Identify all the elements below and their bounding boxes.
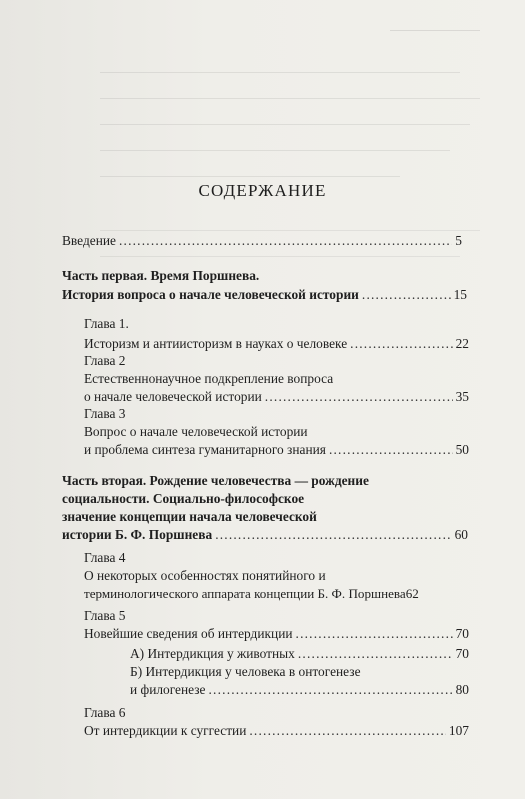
toc-page-number: 15 (453, 287, 467, 302)
toc-entry-introduction[interactable] (62, 231, 462, 251)
toc-entry-chapter-1-title[interactable] (84, 334, 469, 354)
toc-leader-dots (329, 440, 453, 460)
page-title: СОДЕРЖАНИЕ (198, 181, 327, 200)
toc-part-one-line-1: Часть первая. Время Поршнева. (62, 268, 260, 283)
toc-section-b-line-1: Б) Интердикция у человека в онтогенезе (130, 664, 361, 679)
toc-chapter-label: Глава 3 (84, 406, 126, 421)
toc-chapter-label: Глава 1. (84, 316, 129, 331)
toc-leader-dots (296, 624, 453, 644)
toc-leader-dots (362, 285, 451, 305)
toc-page-number: 107 (448, 723, 469, 738)
toc-entry-title: истории Б. Ф. Поршнева (62, 527, 213, 542)
toc-page-number: 62 (405, 586, 419, 601)
toc-leader-dots (119, 231, 452, 251)
toc-entry-title: Новейшие сведения об интердикции (84, 626, 293, 641)
toc-page-number: 35 (455, 389, 469, 404)
toc-entry-chapter-5[interactable] (84, 624, 469, 644)
toc-entry-section-b[interactable] (130, 680, 469, 700)
toc-page-number: 50 (455, 442, 469, 457)
toc-entry-title: Введение (62, 233, 116, 248)
toc-part-two-line-2: социальности. Социально-философское (62, 491, 305, 506)
toc-chapter-3-line-1: Вопрос о начале человеческой истории (84, 424, 308, 439)
toc-chapter-4-line-1: О некоторых особенностях понятийного и (84, 568, 326, 583)
toc-entry-part-two[interactable] (62, 525, 468, 545)
toc-chapter-label: Глава 2 (84, 353, 126, 368)
toc-chapter-label: Глава 4 (84, 550, 126, 565)
toc-entry-chapter-4[interactable] (84, 584, 484, 604)
toc-page-number: 5 (455, 233, 462, 248)
toc-page-number: 70 (455, 626, 469, 641)
toc-entry-title: Историзм и антиисторизм в науках о человеке (84, 336, 348, 351)
toc-leader-dots (265, 387, 453, 407)
toc-entry-chapter-6[interactable] (84, 721, 469, 741)
toc-entry-section-a[interactable] (130, 644, 469, 664)
toc-leader-dots (215, 525, 451, 545)
toc-page-number: 80 (455, 682, 469, 697)
toc-entry-title: и проблема синтеза гуманитарного знания (84, 442, 326, 457)
toc-chapter-label: Глава 6 (84, 705, 126, 720)
toc-entry-title: и филогенезе (130, 682, 206, 697)
toc-entry-part-one[interactable] (62, 285, 467, 305)
toc-leader-dots (249, 721, 446, 741)
toc-page-number: 22 (455, 336, 469, 351)
toc-entry-title: А) Интердикция у животных (130, 646, 295, 661)
toc-entry-title: о начале человеческой истории (84, 389, 262, 404)
toc-page-number: 70 (455, 646, 469, 661)
toc-chapter-2-line-1: Естественнонаучное подкрепление вопроса (84, 371, 334, 386)
toc-leader-dots (209, 680, 453, 700)
toc-entry-title: История вопроса о начале человеческой истории (62, 287, 359, 302)
toc-entry-title: От интердикции к суггестии (84, 723, 247, 738)
toc-part-two-line-1: Часть вторая. Рождение человечества — рождение (62, 473, 369, 488)
toc-leader-dots (298, 644, 453, 664)
toc-entry-title: терминологического аппарата концепции Б. Ф. Поршнева (84, 586, 406, 601)
toc-entry-chapter-2[interactable] (84, 387, 469, 407)
toc-chapter-label: Глава 5 (84, 608, 126, 623)
toc-entry-chapter-3[interactable] (84, 440, 469, 460)
toc-leader-dots (350, 334, 452, 354)
toc-part-two-line-3: значение концепции начала человеческой (62, 509, 317, 524)
toc-page-number: 60 (454, 527, 468, 542)
